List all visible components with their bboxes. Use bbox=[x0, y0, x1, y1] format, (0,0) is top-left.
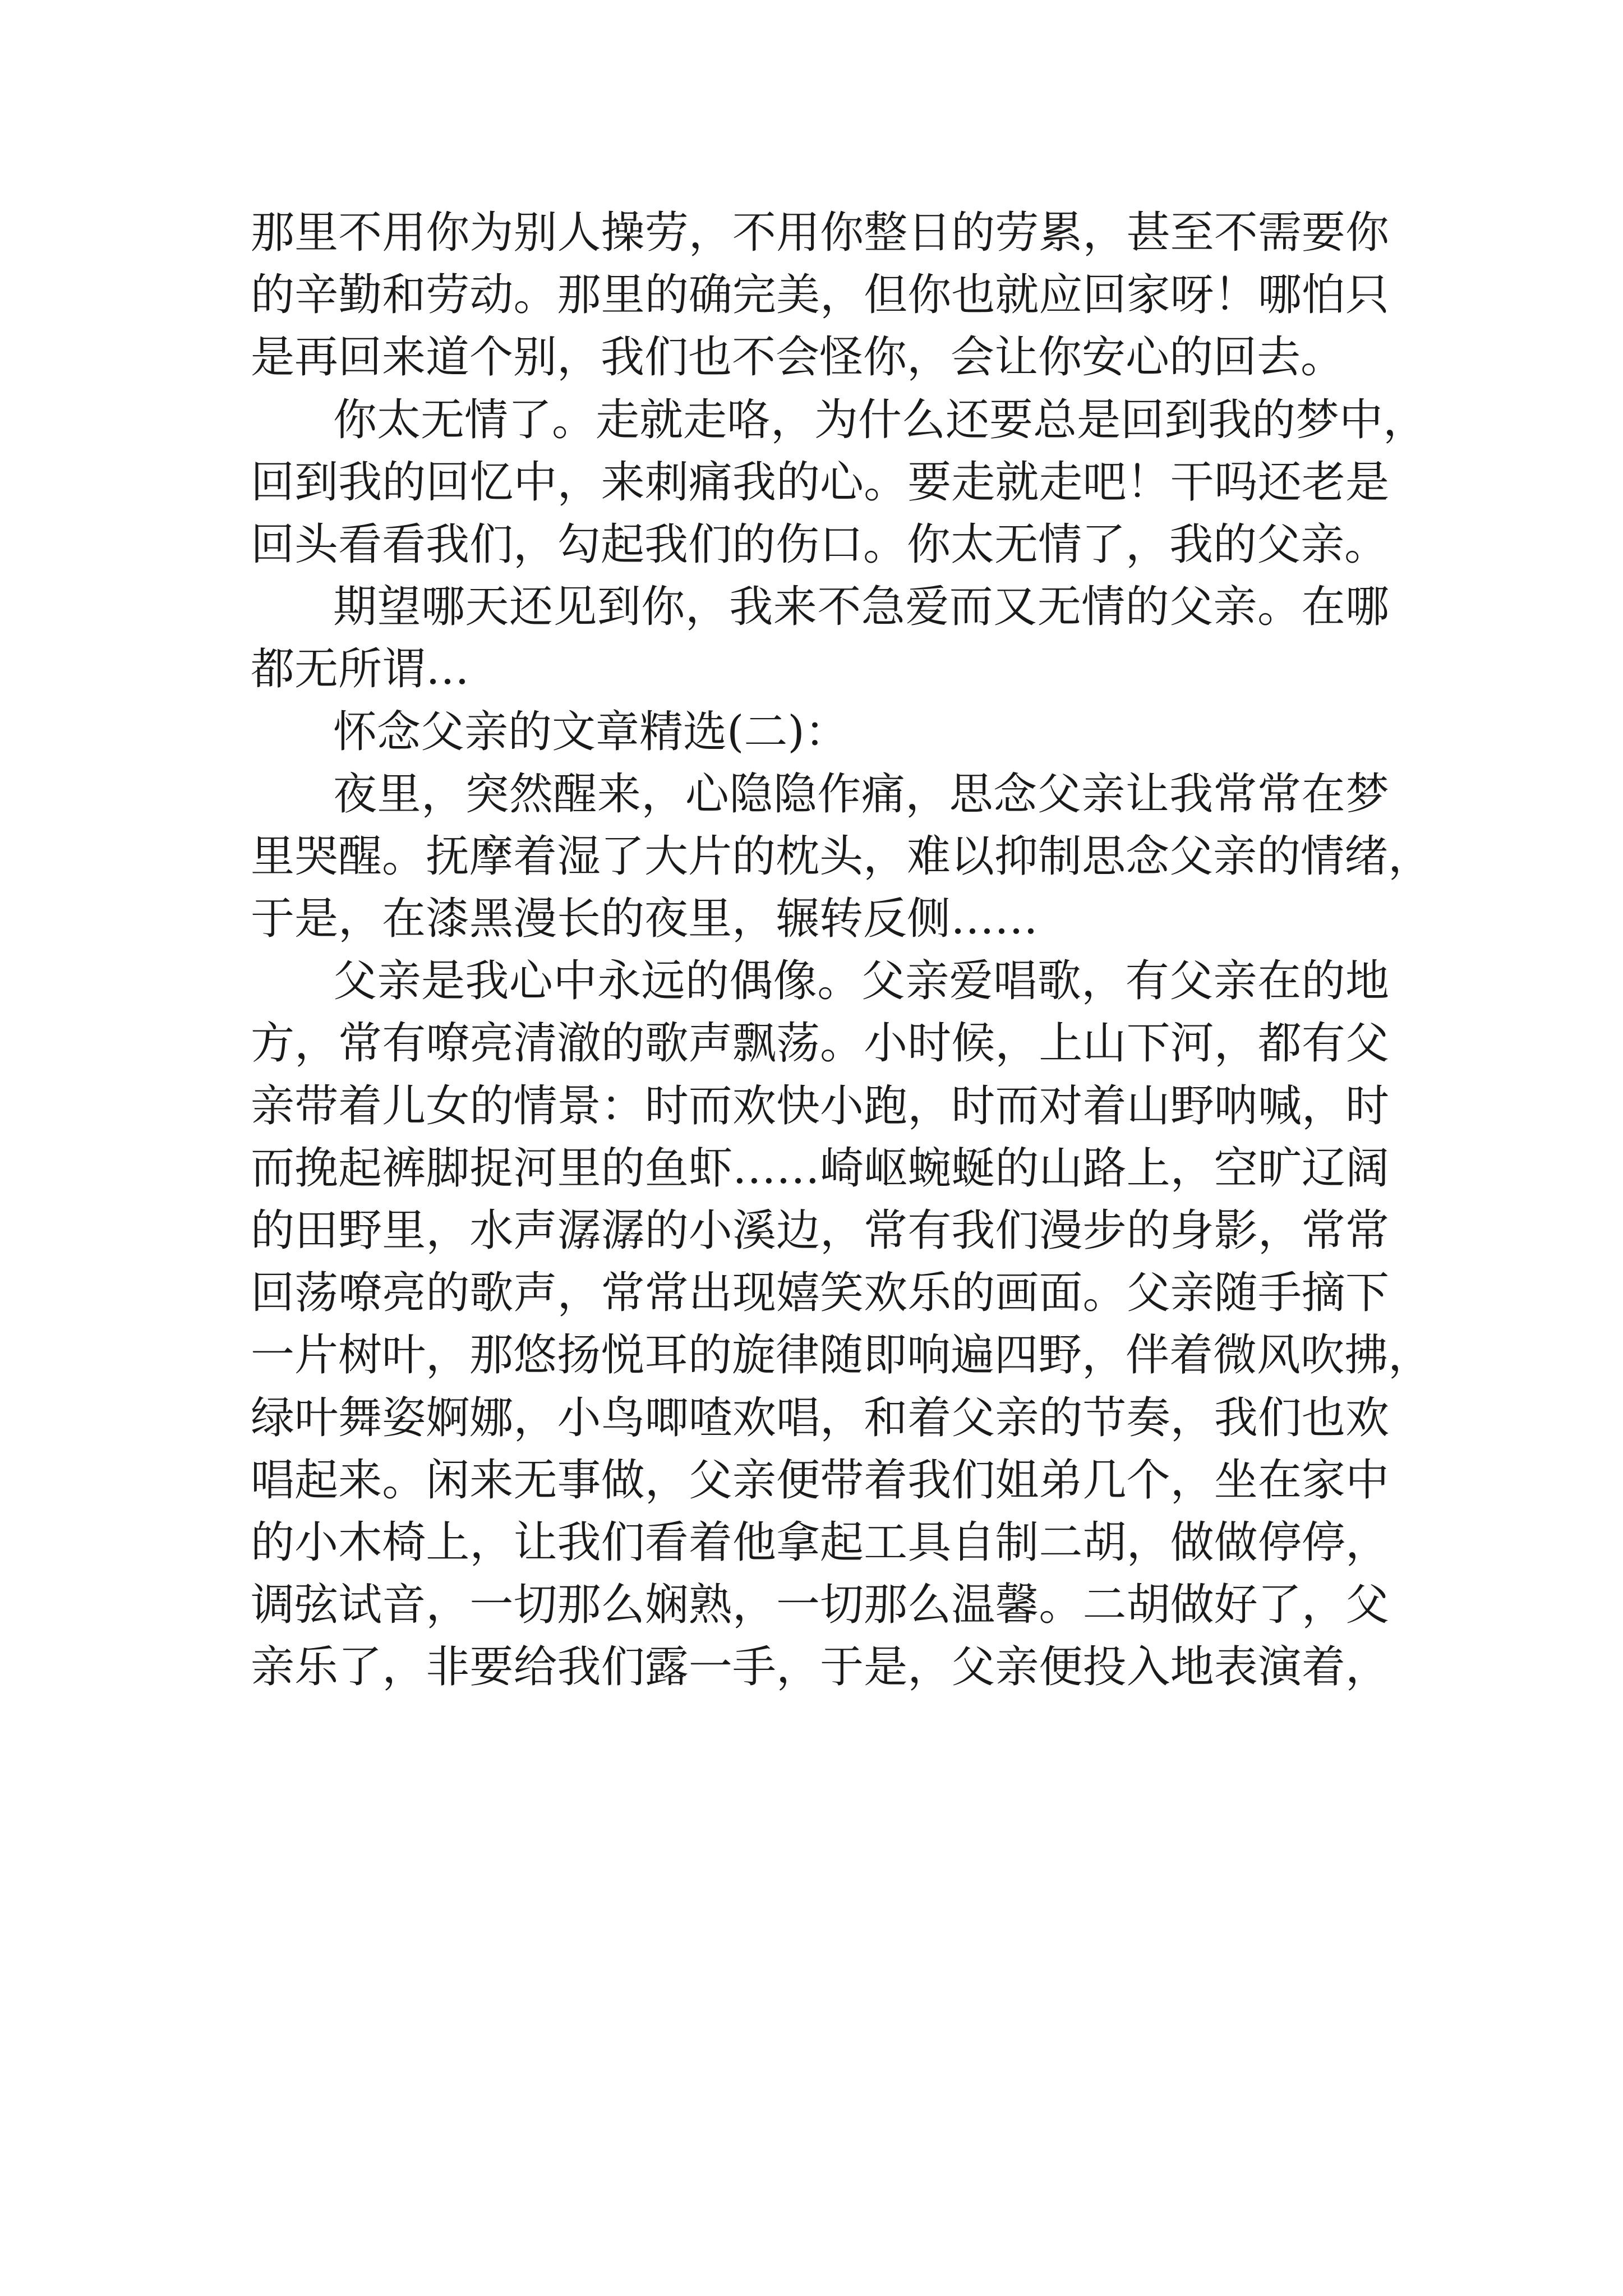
text-line-22: 的小木椅上，让我们看着他拿起工具自制二胡，做做停停， bbox=[251, 1517, 1389, 1568]
text-line-12: 于是，在漆黑漫长的夜里，辗转反侧…… bbox=[251, 894, 1039, 945]
text-line-13: 父亲是我心中永远的偶像。父亲爱唱歌，有父亲在的地 bbox=[333, 956, 1389, 1007]
text-line-23: 调弦试音，一切那么娴熟，一切那么温馨。二胡做好了，父 bbox=[251, 1580, 1389, 1631]
text-line-4: 你太无情了。走就走咯，为什么还要总是回到我的梦中， bbox=[333, 394, 1427, 445]
text-line-19: 一片树叶，那悠扬悦耳的旋律随即响遍四野，伴着微风吹拂， bbox=[251, 1330, 1432, 1381]
text-line-1: 那里不用你为别人操劳，不用你整日的劳累，甚至不需要你 bbox=[251, 208, 1389, 258]
text-line-6: 回头看看我们，勾起我们的伤口。你太无情了，我的父亲。 bbox=[251, 519, 1389, 570]
text-line-20: 绿叶舞姿婀娜，小鸟唧喳欢唱，和着父亲的节奏，我们也欢 bbox=[251, 1392, 1389, 1443]
text-line-15: 亲带着儿女的情景：时而欢快小跑，时而对着山野呐喊，时 bbox=[251, 1080, 1389, 1131]
text-line-10: 夜里，突然醒来，心隐隐作痛，思念父亲让我常常在梦 bbox=[333, 769, 1389, 820]
text-line-16: 而挽起裤脚捉河里的鱼虾……崎岖蜿蜒的山路上，空旷辽阔 bbox=[251, 1143, 1389, 1194]
text-line-5: 回到我的回忆中，来刺痛我的心。要走就走吧！干吗还老是 bbox=[251, 457, 1389, 508]
text-line-24: 亲乐了，非要给我们露一手，于是，父亲便投入地表演着， bbox=[251, 1642, 1389, 1693]
text-line-11: 里哭醒。抚摩着湿了大片的枕头，难以抑制思念父亲的情绪， bbox=[251, 831, 1432, 882]
text-line-17: 的田野里，水声潺潺的小溪边，常有我们漫步的身影，常常 bbox=[251, 1205, 1389, 1256]
text-line-21: 唱起来。闲来无事做，父亲便带着我们姐弟几个，坐在家中 bbox=[251, 1455, 1389, 1506]
article-body bbox=[251, 202, 1432, 1699]
section-heading: 怀念父亲的文章精选(二)： bbox=[333, 706, 849, 757]
text-line-8: 都无所谓… bbox=[251, 644, 470, 695]
text-line-18: 回荡嘹亮的歌声，常常出现嬉笑欢乐的画面。父亲随手摘下 bbox=[251, 1268, 1389, 1319]
text-line-7: 期望哪天还见到你，我来不急爱而又无情的父亲。在哪 bbox=[333, 582, 1389, 633]
text-line-3: 是再回来道个别，我们也不会怪你，会让你安心的回去。 bbox=[251, 332, 1345, 383]
text-line-2: 的辛勤和劳动。那里的确完美，但你也就应回家呀！哪怕只 bbox=[251, 270, 1389, 321]
text-line-14: 方，常有嘹亮清澈的歌声飘荡。小时候，上山下河，都有父 bbox=[251, 1018, 1389, 1069]
